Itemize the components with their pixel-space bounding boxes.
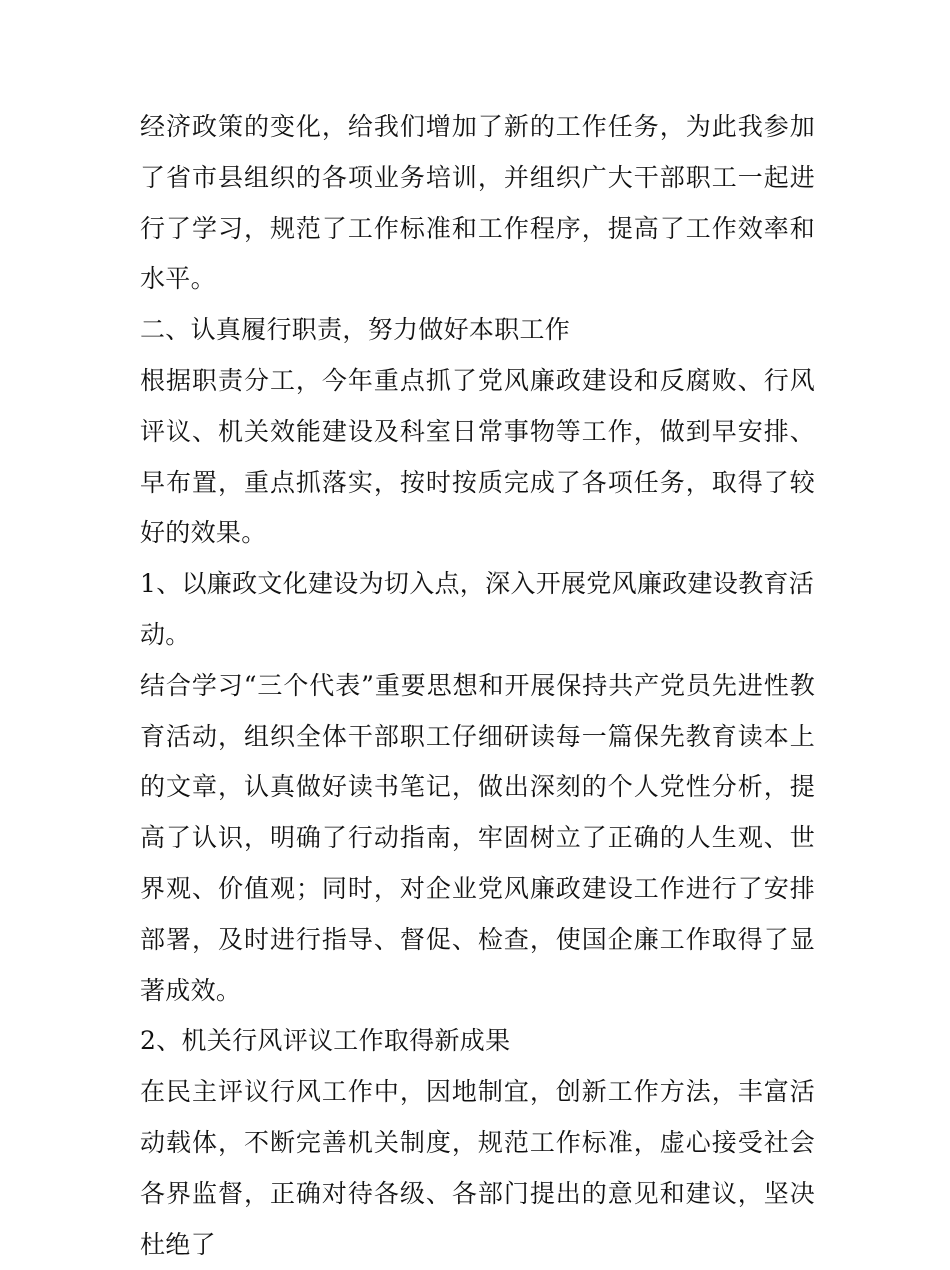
paragraph-democratic-review: 在民主评议行风工作中，因地制宜，创新工作方法，丰富活动载体，不断完善机关制度，规范工作标准，虚心接受社会各界监督，正确对待各级、各部门提出的意见和建议，坚决杜绝了 bbox=[140, 1077, 815, 1259]
paragraph-policy-training: 经济政策的变化，给我们增加了新的工作任务，为此我参加了省市县组织的各项业务培训，并组织广大干部职工一起进行了学习，规范了工作标准和工作程序，提高了工作效率和水平。 bbox=[140, 112, 815, 294]
paragraph-education-activities: 结合学习“三个代表”重要思想和开展保持共产党员先进性教育活动，组织全体干部职工仔细研读每一篇保先教育读本上的文章，认真做好读书笔记，做出深刻的个人党性分析，提高了认识，明确了行动指南，牢固树立了正确的人生观、世界观、价值观；同时，对企业党风廉政建设工作进行了安排部署，及时进行指导、督促、检查，使国企廉工作取得了显著成效。 bbox=[140, 670, 815, 1005]
section-heading-duties: 二、认真履行职责，努力做好本职工作 bbox=[140, 315, 571, 345]
subsection-heading-anticorruption: 1、以廉政文化建设为切入点，深入开展党风廉政建设教育活动。 bbox=[140, 569, 815, 649]
subsection-heading-style-review: 2、机关行风评议工作取得新成果 bbox=[140, 1026, 511, 1056]
paragraph-responsibilities: 根据职责分工，今年重点抓了党风廉政建设和反腐败、行风评议、机关效能建设及科室日常事物等工作，做到早安排、早布置，重点抓落实，按时按质完成了各项任务，取得了较好的效果。 bbox=[140, 365, 815, 548]
document-body bbox=[140, 102, 815, 1270]
